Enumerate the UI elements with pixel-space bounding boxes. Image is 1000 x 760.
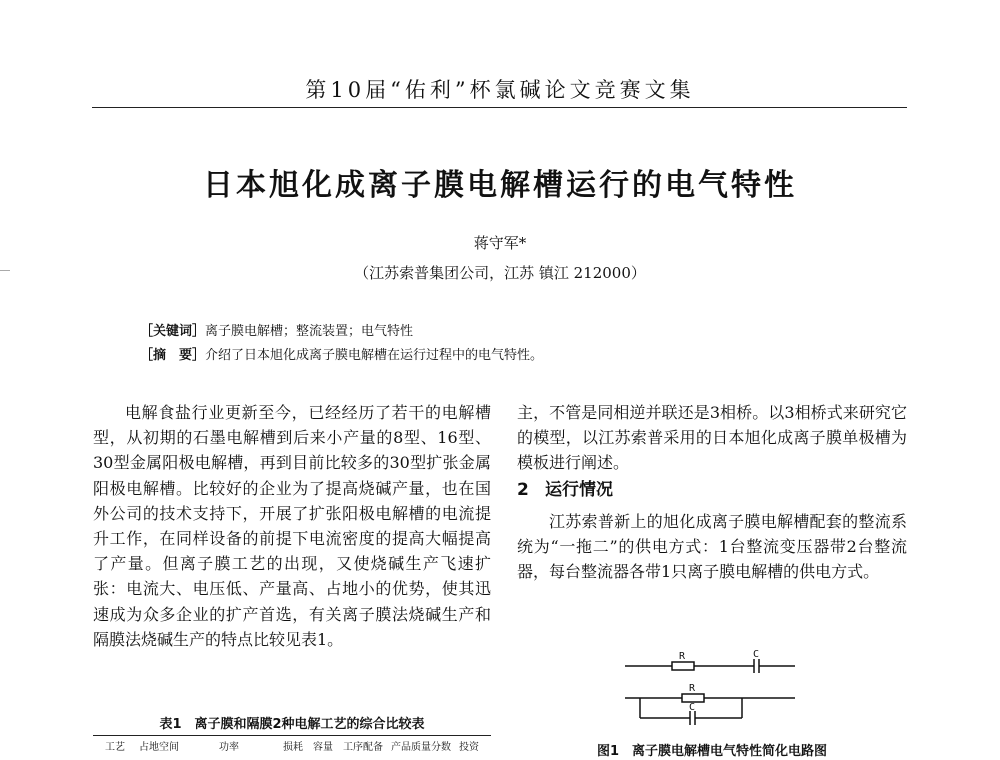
figure-caption: 图1 离子膜电解槽电气特性简化电路图 bbox=[596, 744, 828, 759]
label-c: C bbox=[689, 702, 696, 713]
section-heading bbox=[517, 478, 907, 503]
section-number: 2 bbox=[517, 479, 529, 500]
body-paragraph: 江苏索普新上的旭化成离子膜电解槽配套的整流系统为“一拖二”的供电方式：1台整流变压器带2台整流器，每台整流器各带1只离子膜电解槽的供电方式。 bbox=[517, 511, 907, 582]
table-header-cell: 损耗 bbox=[283, 742, 303, 753]
right-column bbox=[517, 400, 907, 584]
table-header-cell: 功率 bbox=[219, 742, 239, 753]
table-header-cell: 容量 bbox=[313, 742, 333, 753]
affiliation: （江苏索普集团公司，江苏 镇江 212000） bbox=[354, 264, 646, 282]
abstract-text: 介绍了日本旭化成离子膜电解槽在运行过程中的电气特性。 bbox=[205, 348, 544, 363]
body-paragraph: 主，不管是同相逆并联还是3相桥。以3相桥式来研究它的模型，以江苏索普采用的日本旭化成离子膜单极槽为模板进行阐述。 bbox=[517, 403, 907, 473]
header-rule bbox=[92, 107, 907, 108]
left-column bbox=[93, 400, 491, 652]
table-header-cell: 工艺 bbox=[105, 742, 125, 753]
table-header-cell: 产品质量分数 bbox=[391, 742, 451, 753]
author: 蒋守军* bbox=[473, 234, 527, 252]
body-paragraph: 电解食盐行业更新至今，已经经历了若干的电解槽型，从初期的石墨电解槽到后来小产量的8型、16型、30型金属阳极电解槽，再到目前比较多的30型扩张金属阳极电解槽。比较好的企业为了提高烧碱产量，也在国外公司的技术支持下，开展了扩张阳极电解槽的电流提升工作，在同样设备的前提下电流密度的提高大幅提高了产量。但离子膜工艺的出现，又使烧碱生产飞速扩张：电流大、电压低、产量高、占地小的优势，使其迅速成为众多企业的扩产首选，有关离子膜法烧碱生产和隔膜法烧碱生产的特点比较见表1。 bbox=[93, 403, 491, 649]
keywords-line bbox=[140, 320, 413, 339]
keywords-text: 离子膜电解槽；整流装置；电气特性 bbox=[205, 324, 414, 339]
section-title: 运行情况 bbox=[545, 479, 613, 500]
abstract-label: ［摘 要］ bbox=[140, 348, 206, 363]
table-caption: 表1 离子膜和隔膜2种电解工艺的综合比较表 bbox=[159, 717, 425, 732]
circuit-diagram bbox=[620, 650, 800, 730]
table-top-rule bbox=[93, 735, 491, 736]
label-r: R bbox=[689, 683, 696, 694]
table-header-cell: 投资 bbox=[459, 742, 479, 753]
resistor-symbol bbox=[672, 662, 694, 670]
table-header-cell: 占地空间 bbox=[139, 742, 179, 753]
resistor-symbol bbox=[682, 694, 704, 702]
label-c: C bbox=[753, 650, 760, 660]
table-header-cell: 工序配备 bbox=[343, 742, 383, 753]
table-header-row bbox=[93, 738, 491, 758]
running-header: 第10届“佑利”杯氯碱论文竞赛文集 bbox=[305, 78, 695, 102]
abstract-line bbox=[140, 344, 543, 363]
keywords-label: ［关键词］ bbox=[140, 324, 206, 339]
article-title: 日本旭化成离子膜电解槽运行的电气特性 bbox=[203, 168, 797, 203]
label-r: R bbox=[679, 651, 686, 662]
